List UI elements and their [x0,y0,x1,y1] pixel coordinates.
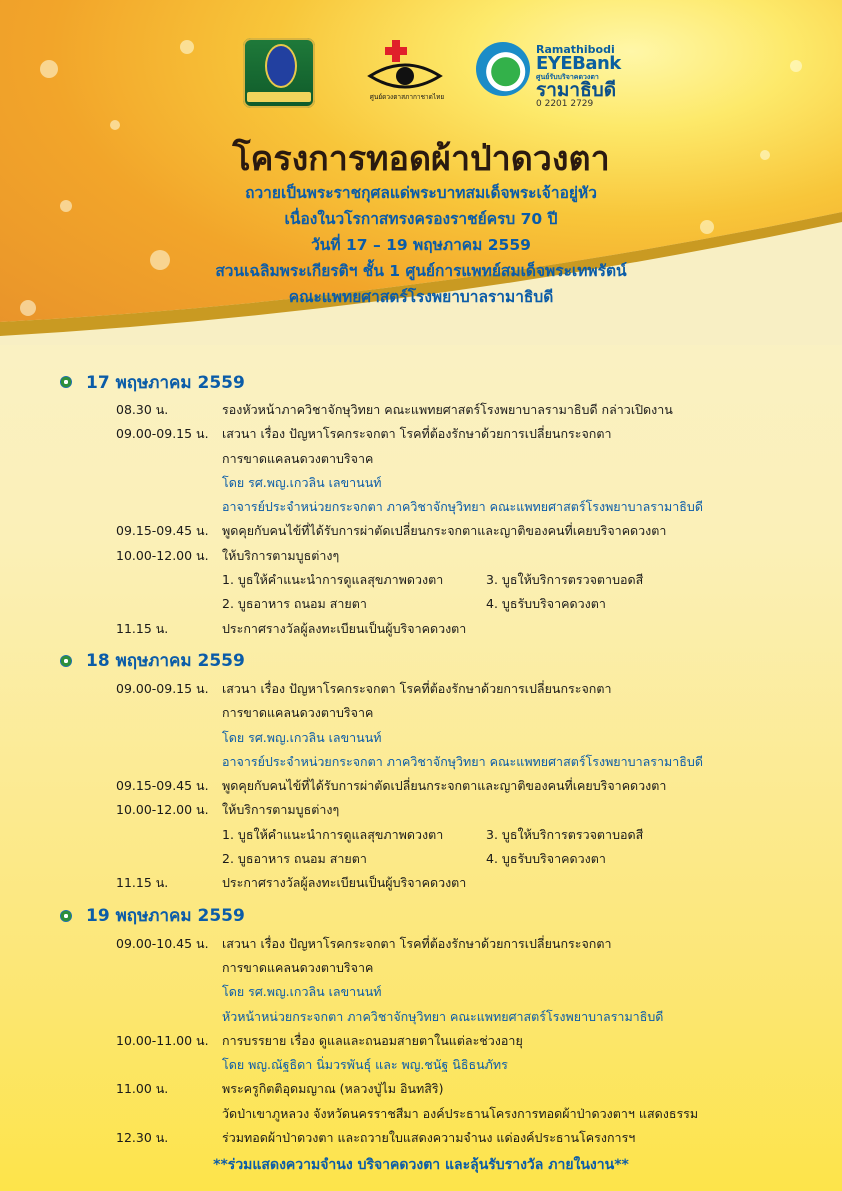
booth-item: 3. บูธให้บริการตรวจตาบอดสี [486,572,644,588]
schedule-time: 10.00-12.00 น. [116,547,209,563]
schedule-row [60,774,842,798]
speaker-line: อาจารย์ประจำหน่วยกระจกตา ภาควิชาจักษุวิทยา คณะแพทยศาสตร์โรงพยาบาลรามาธิบดี [222,753,703,769]
schedule-time [116,1102,222,1126]
schedule-time: 11.15 น. [116,620,169,636]
booth-item: 2. บูธอาหาร ถนอม สายตา [222,596,367,612]
schedule-description: การบรรยาย เรื่อง ดูแลและถนอมสายตาในแต่ละช่วงอายุ [222,1032,523,1048]
schedule-time [116,701,222,725]
schedule-description: พูดคุยกับคนไข้ที่ได้รับการผ่าตัดเปลี่ยนกระจกตาและญาติของคนที่เคยบริจาคดวงตา [222,523,667,539]
schedule-time [116,1005,222,1029]
schedule-row [60,750,842,774]
speaker-line: หัวหน้าหน่วยกระจกตา ภาควิชาจักษุวิทยา คณะแพทยศาสตร์โรงพยาบาลรามาธิบดี [222,1008,664,1024]
schedule-description: ประกาศรางวัลผู้ลงทะเบียนเป็นผู้บริจาคดวงตา [222,620,467,636]
bullet-icon [60,910,72,922]
speaker-line: โดย รศ.พญ.เกวลิน เลขานนท์ [222,729,382,745]
schedule-row [60,798,842,822]
schedule-description: พระครูกิตติอุดมญาณ (หลวงปู่ไม อินทสิริ) [222,1081,444,1097]
schedule-time [116,1053,222,1077]
schedule-time [116,471,222,495]
schedule-description: เสวนา เรื่อง ปัญหาโรคกระจกตา โรคที่ต้องรักษาด้วยการเปลี่ยนกระจกตา [222,935,612,951]
schedule-row [60,701,842,725]
speaker-line: โดย รศ.พญ.เกวลิน เลขานนท์ [222,984,382,1000]
schedule-description: การขาดแคลนดวงตาบริจาค [222,959,374,975]
schedule-description: วัดป่าเขาภูหลวง จังหวัดนครราชสีมา องค์ประธานโครงการทอดผ้าป่าดวงตาฯ แสดงธรรม [222,1105,699,1121]
day-section [60,900,842,1151]
schedule-time: 10.00-12.00 น. [116,802,209,818]
schedule-time: 08.30 น. [116,402,169,417]
schedule-row [60,726,842,750]
schedule-time: 09.00-09.15 น. [116,680,209,696]
schedule-time: 10.00-11.00 น. [116,1032,209,1048]
schedule-time: 09.00-10.45 น. [116,935,209,951]
schedule-row [60,932,842,956]
schedule [0,360,842,1150]
schedule-description: การขาดแคลนดวงตาบริจาค [222,705,374,721]
schedule-row [60,398,842,422]
eyebank-phone: 0 2201 2729 [536,99,594,109]
schedule-time: 11.15 น. [116,875,169,891]
schedule-time [116,726,222,750]
day-label: 19 พฤษภาคม 2559 [86,906,245,927]
schedule-row [60,1053,842,1077]
booth-item: 4. บูธรับบริจาคดวงตา [486,851,606,867]
subtitle-2: เนื่องในวโรกาสทรงครองราชย์ครบ 70 ปี [284,210,558,228]
schedule-description: เสวนา เรื่อง ปัญหาโรคกระจกตา โรคที่ต้องรักษาด้วยการเปลี่ยนกระจกตา [222,426,612,442]
schedule-description: ให้บริการตามบูธต่างๆ [222,802,340,818]
speaker-line: อาจารย์ประจำหน่วยกระจกตา ภาควิชาจักษุวิทยา คณะแพทยศาสตร์โรงพยาบาลรามาธิบดี [222,499,703,515]
red-cross-eye-center-logo [360,40,450,106]
eyebank-logo-text [536,44,636,109]
title-block [0,138,842,310]
speaker-line: โดย พญ.ณัฐธิดา นิ่มวรพันธุ์ และ พญ.ชนัฐ นิธิธนภัทร [222,1057,508,1073]
page-title: โครงการทอดผ้าป่าดวงตา [232,139,610,179]
eyebank-line1: Ramathibodi [536,43,615,56]
schedule-row [60,495,842,519]
schedule-row [60,422,842,446]
schedule-row [60,1005,842,1029]
schedule-row [60,544,842,568]
booth-item: 1. บูธให้คำแนะนำการดูแลสุขภาพดวงตา [222,572,444,588]
schedule-row [60,956,842,980]
schedule-description: ร่วมทอดผ้าป่าดวงตา และถวายใบแสดงความจำนง แด่องค์ประธานโครงการฯ [222,1130,636,1146]
schedule-row [60,519,842,543]
schedule-time [116,447,222,471]
day-heading [60,900,842,932]
schedule-time: 09.00-09.15 น. [116,426,209,442]
subtitle-3: วันที่ 17 – 19 พฤษภาคม 2559 [311,236,531,254]
eye-center-caption: ศูนย์ดวงตาสภากาชาดไทย [369,93,445,101]
schedule-description: รองหัวหน้าภาควิชาจักษุวิทยา คณะแพทยศาสตร์โรงพยาบาลรามาธิบดี กล่าวเปิดงาน [222,402,673,417]
schedule-time [116,980,222,1004]
schedule-time: 09.15-09.45 น. [116,778,209,794]
eyebank-line4: รามาธิบดี [536,79,617,101]
schedule-row [60,1126,842,1150]
bullet-icon [60,655,72,667]
schedule-time: 12.30 น. [116,1130,169,1146]
eyebank-line2: EYEBank [536,53,621,74]
schedule-description: ประกาศรางวัลผู้ลงทะเบียนเป็นผู้บริจาคดวงตา [222,875,467,891]
day-label: 17 พฤษภาคม 2559 [86,372,245,393]
day-label: 18 พฤษภาคม 2559 [86,651,245,672]
subtitle-1: ถวายเป็นพระราชกุศลแด่พระบาทสมเด็จพระเจ้าอยู่หัว [245,184,597,202]
bullet-icon [60,376,72,388]
schedule-time [116,750,222,774]
schedule-time: 09.15-09.45 น. [116,523,209,539]
subtitle-4: สวนเฉลิมพระเกียรติฯ ชั้น 1 ศูนย์การแพทย์สมเด็จพระเทพรัตน์ [215,262,627,280]
booth-item: 1. บูธให้คำแนะนำการดูแลสุขภาพดวงตา [222,826,444,842]
schedule-row [60,447,842,471]
schedule-time: 11.00 น. [116,1081,169,1097]
schedule-row [60,1029,842,1053]
schedule-time [116,956,222,980]
speaker-line: โดย รศ.พญ.เกวลิน เลขานนท์ [222,474,382,490]
schedule-row [60,980,842,1004]
schedule-description: เสวนา เรื่อง ปัญหาโรคกระจกตา โรคที่ต้องรักษาด้วยการเปลี่ยนกระจกตา [222,680,612,696]
booth-item: 3. บูธให้บริการตรวจตาบอดสี [486,826,644,842]
schedule-row [60,471,842,495]
booth-row [60,568,842,617]
faculty-seal-logo [243,38,315,108]
seal-icon [265,44,297,88]
footer-note: **ร่วมแสดงความจำนง บริจาคดวงตา และลุ้นรับรางวัล ภายในงาน** [213,1157,629,1173]
day-heading [60,645,842,677]
booth-row [60,823,842,872]
booth-item: 4. บูธรับบริจาคดวงตา [486,596,606,612]
booth-list [222,823,746,872]
subtitle-5: คณะแพทยศาสตร์โรงพยาบาลรามาธิบดี [288,288,554,306]
schedule-row [60,617,842,641]
booth-list [222,568,746,617]
eyebank-line3: ศูนย์รับบริจาคดวงตา [536,73,599,81]
schedule-row [60,1102,842,1126]
eyebank-eye-icon [476,42,530,96]
schedule-time [116,495,222,519]
schedule-row [60,1077,842,1101]
booth-item: 2. บูธอาหาร ถนอม สายตา [222,851,367,867]
logo-row [0,38,842,108]
day-section [60,645,842,896]
schedule-description: ให้บริการตามบูธต่างๆ [222,547,340,563]
day-section [60,366,842,641]
schedule-description: การขาดแคลนดวงตาบริจาค [222,450,374,466]
schedule-row [60,871,842,895]
schedule-description: พูดคุยกับคนไข้ที่ได้รับการผ่าตัดเปลี่ยนกระจกตาและญาติของคนที่เคยบริจาคดวงตา [222,778,667,794]
schedule-row [60,677,842,701]
day-heading [60,366,842,398]
